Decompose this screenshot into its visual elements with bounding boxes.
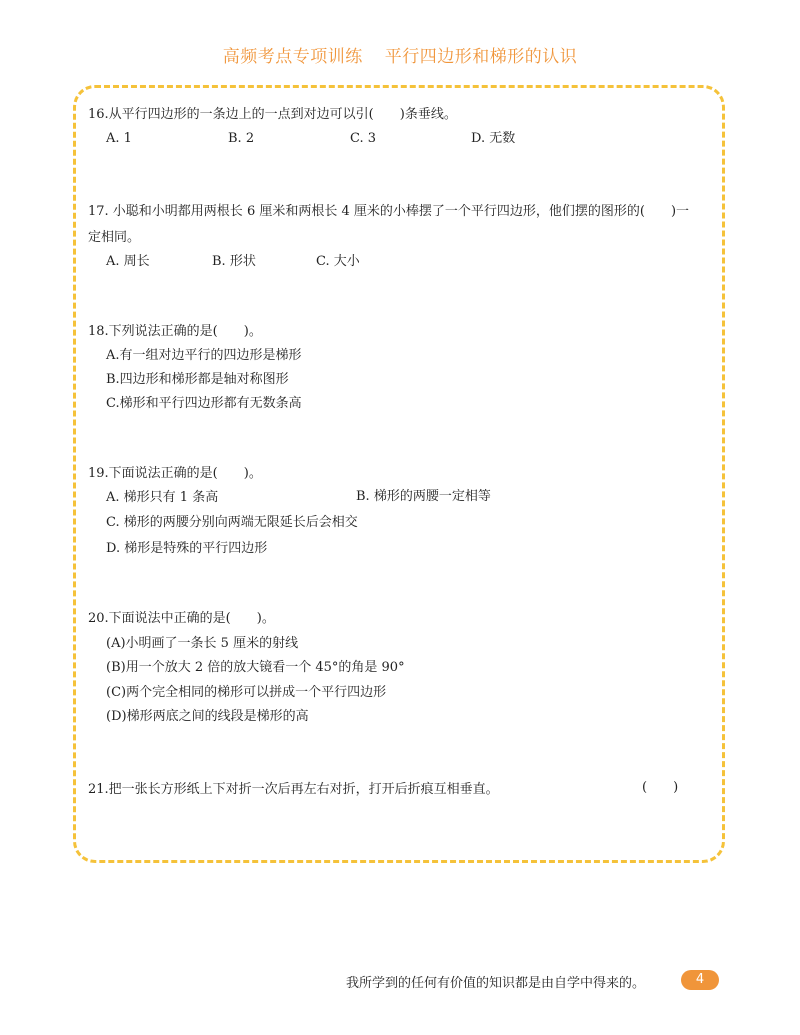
question-20: 20.下面说法中正确的是( )。	[88, 611, 275, 626]
question-17-line2: 定相同。	[88, 230, 141, 245]
q19-option-a: A. 梯形只有 1 条高	[106, 490, 219, 505]
question-19: 19.下面说法正确的是( )。	[88, 466, 262, 481]
q21-answer-paren: ( )	[642, 780, 679, 795]
q18-option-a: A.有一组对边平行的四边形是梯形	[106, 348, 302, 363]
header-topic: 平行四边形和梯形的认识	[384, 47, 578, 67]
q16-option-a: A. 1	[106, 131, 132, 146]
q19-option-b: B. 梯形的两腰一定相等	[356, 489, 491, 504]
q20-option-d: (D)梯形两底之间的线段是梯形的高	[106, 709, 309, 724]
q20-option-c: (C)两个完全相同的梯形可以拼成一个平行四边形	[106, 685, 387, 700]
question-17-line1: 17. 小聪和小明都用两根长 6 厘米和两根长 4 厘米的小棒摆了一个平行四边形，他们摆的图形的( )一	[88, 204, 690, 219]
footer-quote: 我所学到的任何有价值的知识都是由自学中得来的。	[346, 976, 646, 991]
q16-option-c: C. 3	[350, 131, 377, 146]
q17-option-b: B. 形状	[212, 254, 256, 269]
header-series: 高频考点专项训练	[222, 47, 363, 67]
page-number-badge: 4	[681, 970, 719, 990]
q17-option-a: A. 周长	[106, 254, 150, 269]
q19-option-c: C. 梯形的两腰分别向两端无限延长后会相交	[106, 515, 358, 530]
page-header	[0, 42, 800, 67]
question-18: 18.下列说法正确的是( )。	[88, 324, 262, 339]
q17-option-c: C. 大小	[316, 254, 360, 269]
q20-option-a: (A)小明画了一条长 5 厘米的射线	[106, 636, 299, 651]
q20-option-b: (B)用一个放大 2 倍的放大镜看一个 45°的角是 90°	[106, 660, 405, 675]
q19-option-d: D. 梯形是特殊的平行四边形	[106, 541, 268, 556]
q18-option-b: B.四边形和梯形都是轴对称图形	[106, 372, 289, 387]
q18-option-c: C.梯形和平行四边形都有无数条高	[106, 396, 302, 411]
question-16: 16.从平行四边形的一条边上的一点到对边可以引( )条垂线。	[88, 107, 457, 122]
q16-option-d: D. 无数	[471, 131, 516, 146]
q16-option-b: B. 2	[228, 131, 255, 146]
question-21: 21.把一张长方形纸上下对折一次后再左右对折，打开后折痕互相垂直。	[88, 782, 499, 797]
